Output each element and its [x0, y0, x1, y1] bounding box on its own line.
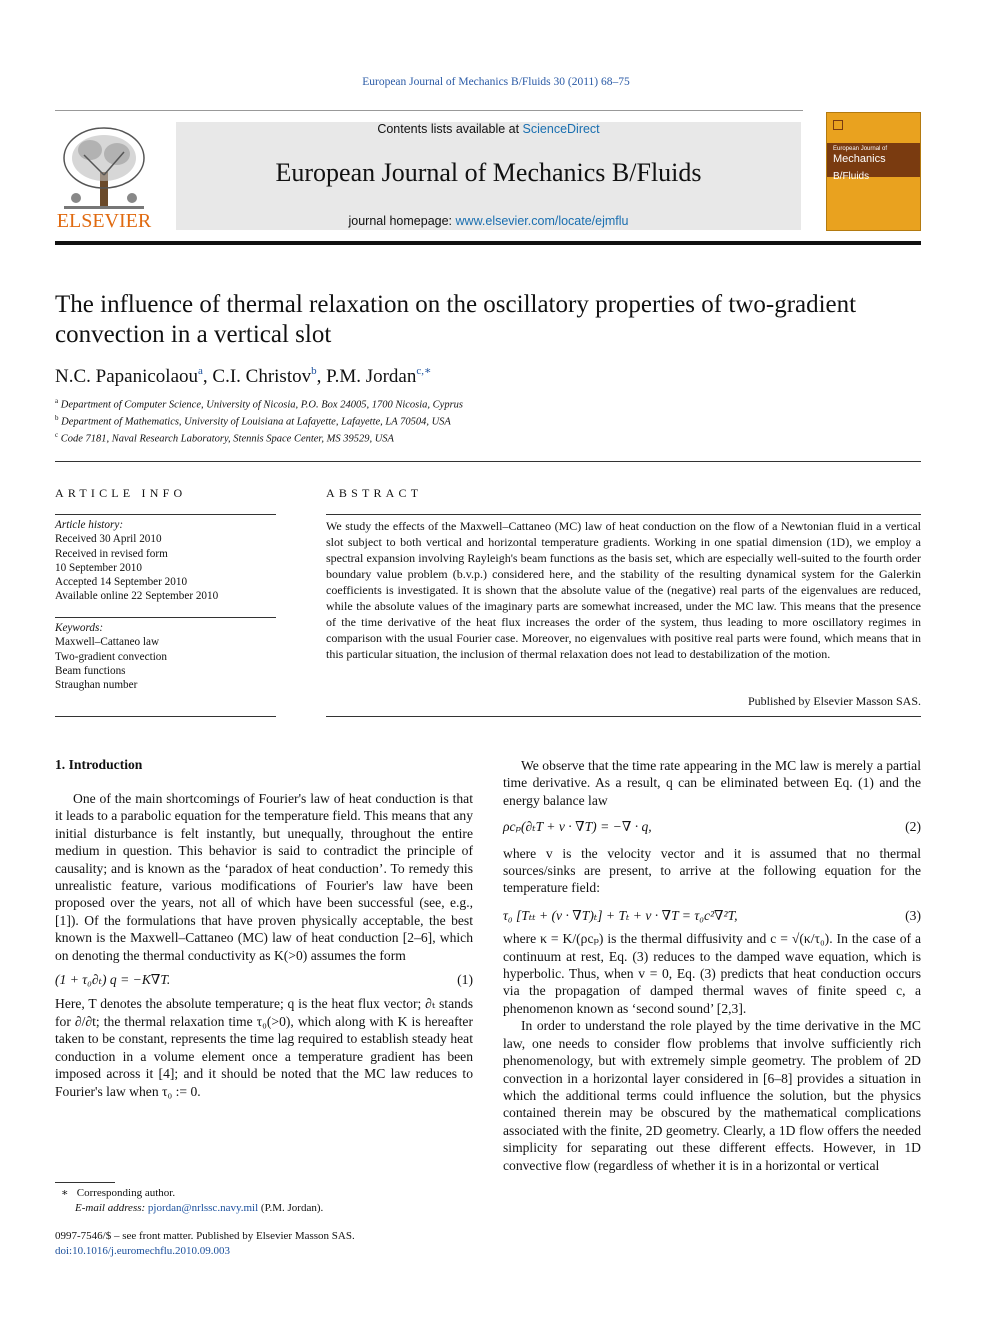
equation-body: ρcₚ(∂ₜT + v · ∇T) = −∇ · q,: [503, 819, 652, 835]
article-info-heading: ARTICLE INFO: [55, 486, 187, 500]
journal-reference[interactable]: European Journal of Mechanics B/Fluids 30 (2011) 68–75: [362, 76, 630, 88]
email-suffix: (P.M. Jordan).: [258, 1202, 324, 1214]
info-rule: [55, 716, 276, 717]
equation-2: [503, 818, 921, 835]
keyword-item: Straughan number: [55, 679, 138, 692]
equation-body: τ₀ [Tₜₜ + (v · ∇T)ₜ] + Tₜ + v · ∇T = τ₀c²∇²T,: [503, 907, 738, 923]
contents-line: [176, 122, 801, 136]
sciencedirect-link[interactable]: ScienceDirect: [522, 122, 600, 136]
keyword-item: Maxwell–Cattaneo law: [55, 636, 160, 649]
article-history: [55, 518, 276, 604]
homepage-prefix: journal homepage:: [348, 214, 456, 228]
history-item: Available online 22 September 2010: [55, 590, 219, 603]
history-item: 10 September 2010: [55, 561, 142, 574]
author-name: P.M. Jordan: [326, 366, 417, 387]
affiliation-mark: a: [55, 397, 59, 405]
equation-number: (2): [905, 819, 921, 835]
body-paragraph: where κ = K/(ρcₚ) is the thermal diffusivity and c = √(κ/τ₀). In the case of a continuum at rest, Eq. (3) reduces to the damped wave equation, which is hyperbolic. Thus, when v = 0, Eq. (3) predicts that heat conduction occurs via the propagation of damped thermal waves of finite speed c, a phenomenon known as ‘second sound’ [2,3].: [503, 931, 921, 1016]
affiliation: [55, 414, 451, 428]
keyword-item: Beam functions: [55, 664, 126, 677]
footnote-label: Corresponding author.: [76, 1187, 176, 1199]
abstract-publisher: Published by Elsevier Masson SAS.: [747, 694, 921, 708]
corresponding-author-footnote: [55, 1186, 475, 1216]
equation-3: [503, 907, 921, 924]
affiliation: [55, 397, 463, 411]
body-left-column: [55, 790, 473, 1100]
keywords-label: Keywords:: [55, 622, 104, 634]
body-paragraph: In order to understand the role played by the time derivative in the MC law, one needs to consider flow problems that involve sufficiently rich phenomenology, but with extremely simple geometry. The problem of 2D convection in a horizontal layer considered in [6–8] provides a situation in which the additional terms could influence the solution, but the physics contained therein may be obscured by the mathematical complications associated with the finite, 2D geometry. Clearly, a 1D flow offers the needed simplicity for separating out these different effects. However, in 1D convective flow (regardless of whether it is in a horizontal or vertical: [503, 1018, 921, 1173]
paper-title: The influence of thermal relaxation on the oscillatory properties of two-gradient convection in a vertical slot: [55, 291, 857, 348]
affiliation-text: Department of Mathematics, University of Louisiana at Lafayette, Lafayette, LA 70504, USA: [61, 416, 451, 428]
author-separator: ,: [202, 366, 213, 387]
equation-number: (1): [457, 972, 473, 988]
abstract-heading: ABSTRACT: [326, 486, 423, 500]
author-affiliation-mark[interactable]: b: [311, 365, 317, 377]
equation-number: (3): [905, 907, 921, 923]
cover-emblem-icon: [833, 120, 843, 130]
cover-line-2: Mechanics: [833, 153, 886, 165]
journal-masthead: [176, 122, 801, 230]
equation-body: (1 + τ₀∂ₜ) q = −K∇T.: [55, 972, 171, 988]
body-right-column: [503, 757, 921, 1174]
copyright-line: 0997-7546/$ – see front matter. Published by Elsevier Masson SAS.: [55, 1230, 355, 1242]
affiliation-rule: [55, 461, 921, 462]
masthead-rule: [55, 241, 921, 245]
body-paragraph: We observe that the time rate appearing in the MC law is merely a partial time derivative. As a result, q can be eliminated between Eq. (1) and the energy balance law: [503, 758, 921, 808]
keywords: [55, 621, 276, 692]
history-item: Accepted 14 September 2010: [55, 576, 188, 589]
body-paragraph: where v is the velocity vector and it is assumed that no thermal sources/sinks are present, to arrive at the following equation for the temperature field:: [503, 845, 921, 896]
homepage-link[interactable]: www.elsevier.com/locate/ejmflu: [455, 214, 629, 228]
cover-line-1: European Journal of: [833, 146, 888, 152]
abstract-rule: [326, 514, 921, 515]
author-affiliation-mark[interactable]: a: [198, 365, 203, 377]
homepage-line: [176, 214, 801, 228]
history-label: Article history:: [55, 519, 124, 531]
affiliation-mark: c: [55, 431, 59, 439]
author-name: N.C. Papanicolaou: [55, 366, 199, 387]
info-rule: [55, 514, 276, 515]
doi-link[interactable]: doi:10.1016/j.euromechflu.2010.09.003: [55, 1245, 231, 1257]
body-paragraph: Here, T denotes the absolute temperature; q is the heat flux vector; ∂ₜ stands for ∂/∂t; the thermal relaxation time τ₀(>0), which along with K is hereafter taken to be constant, represents the time lag required to establish steady heat conduction in a volume element once a temperature gradient has been imposed across it [4]; and it should be noted that the MC law reduces to Fourier's law when τ₀ := 0.: [55, 996, 473, 1099]
journal-title: European Journal of Mechanics B/Fluids: [275, 158, 702, 187]
section-heading-introduction: 1. Introduction: [55, 757, 143, 772]
keyword-item: Two-gradient convection: [55, 650, 167, 663]
body-paragraph: One of the main shortcomings of Fourier's law of heat conduction is that it leads to a parabolic equation for the temperature field. This means that any initial disturbance is felt instantly, but unequally, throughout the entire medium in question. This behavior is said to contradict the principle of causality; and is known as the ‘paradox of heat conduction’. To remedy this unrealistic feature, various modifications of Fourier's law have been proposed over the years, not all of which have been successful (see, e.g., [1]). Of the formulations that have proven physically acceptable, the best known is the Maxwell–Cattaneo (MC) law of heat conduction [2–6], which on denoting the thermal conductivity as K(>0) assumes the form: [55, 791, 473, 963]
footnote-rule: [55, 1182, 115, 1183]
equation-1: [55, 971, 473, 988]
contents-prefix: Contents lists available at: [377, 122, 523, 136]
email-link[interactable]: pjordan@nrlssc.navy.mil: [147, 1202, 259, 1214]
journal-cover-thumbnail[interactable]: [826, 112, 921, 231]
history-item: Received 30 April 2010: [55, 533, 162, 546]
footnote-mark: ∗: [61, 1187, 69, 1199]
affiliation: [55, 431, 394, 445]
front-matter: [55, 1229, 475, 1259]
author-name: C.I. Christov: [212, 366, 312, 387]
affiliation-text: Code 7181, Naval Research Laboratory, Stennis Space Center, MS 39529, USA: [60, 433, 394, 445]
affiliation-text: Department of Computer Science, University of Nicosia, P.O. Box 24005, 1700 Nicosia, Cyprus: [60, 399, 463, 411]
affiliation-mark: b: [55, 414, 59, 422]
abstract-text: We study the effects of the Maxwell–Cattaneo (MC) law of heat conduction on the flow of a Newtonian fluid in a vertical slot subject to both vertical and horizontal temperature gradients. Working in one spatial dimension (1D), we employ a spectral expansion involving Rayleigh's beam functions as the basis set, which are especially well-suited to the fourth order boundary value problem (b.v.p.) considered here, and the stability of the resulting dynamical system for the Galerkin coefficients is investigated. It is shown that the absolute value of the (negative) real parts of the eigenvalues are reduced, while the absolute values of the imaginary parts are somewhat increased, under the MC law. This means that the presence of the time derivative of the heat flux increases the order of the system, thus leading to more oscillatory regimes in comparison with the usual Fourier case. Moreover, no eigenvalues with positive real parts were found, which means that in this particular situation, the inclusion of thermal relaxation does not lead to destabilization of the motion.: [326, 519, 921, 661]
history-item: Received in revised form: [55, 547, 168, 560]
cover-line-3: B/Fluids: [833, 171, 870, 182]
elsevier-wordmark: ELSEVIER: [56, 210, 152, 232]
author-separator: ,: [316, 366, 327, 387]
email-label: E-mail address:: [75, 1202, 146, 1214]
abstract-rule: [326, 716, 921, 717]
info-rule: [55, 617, 276, 618]
author-affiliation-mark[interactable]: c,∗: [416, 365, 432, 377]
elsevier-logo: [54, 120, 154, 232]
author-list: [55, 364, 431, 388]
header-rule: [55, 110, 803, 111]
